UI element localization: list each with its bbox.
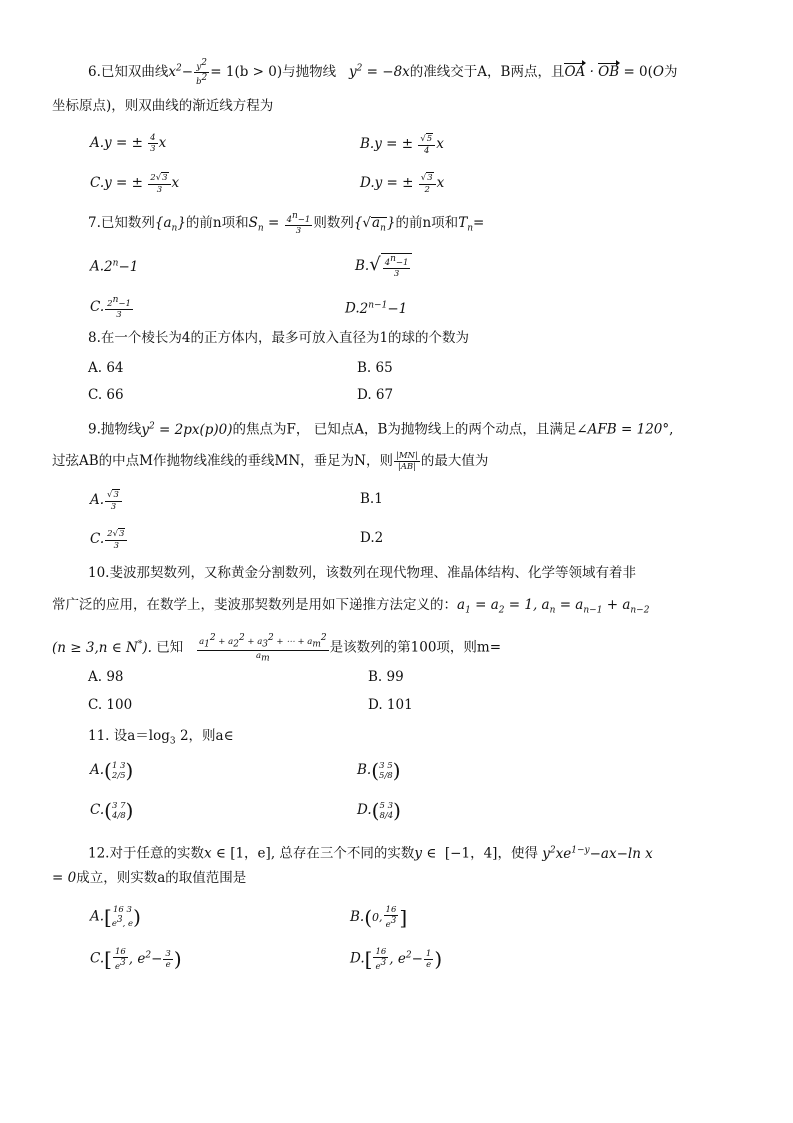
q6-option-c: C.y = ± $\frac{2√3}{3}$ x bbox=[90, 173, 180, 195]
q7-stem: 7.已知数列$\{a_n\}$的前n项和$S_n$ = $\frac{4^n-1}{3}$ 则数列$\{√a_n\}$的前n项和$T_n=$ bbox=[88, 211, 485, 236]
q8-stem: 8.在一个棱长为4的正方体内，最多可放入直径为1的球的个数为 bbox=[88, 330, 470, 346]
q10-stem-line1: 10.斐波那契数列，又称黄金分割数列，该数列在现代物理、准晶体结构、化学等领域有着非 bbox=[88, 565, 636, 581]
q6-option-d: D.y = ± $\frac{√3}{2}$ x bbox=[360, 173, 445, 195]
q12-stem-line2: = 0成立，则实数a的取值范围是 bbox=[52, 870, 247, 886]
q8-option-b: B. 65 bbox=[357, 360, 393, 376]
q11-option-a: A.( 1 3 2/5 ) bbox=[90, 758, 134, 783]
q10-option-a: A. 98 bbox=[88, 669, 124, 685]
q12-option-c: C.[ $\frac{16}{e^3}$ , $e^2-$ $\frac{3}{e}$ ) bbox=[90, 946, 182, 972]
q9-stem-line2: 过弦AB的中点M作抛物线准线的垂线MN，垂足为N，则 $\frac{|MN|}{|AB|}$ 的最大值为 bbox=[52, 451, 489, 472]
q10-option-d: D. 101 bbox=[368, 697, 413, 713]
q7-option-a: $A.2^n-1$ bbox=[90, 258, 139, 275]
q6-option-b: B.y = ± $\frac{√5}{4}$ x bbox=[360, 134, 444, 156]
q10-option-c: C. 100 bbox=[88, 697, 133, 713]
q12-stem-line1: 12.对于任意的实数x ∈ [1，e], 总存在三个不同的实数y ∈ [−1，4]，使得 $y^2xe^{1-y}-ax-\ln$ x bbox=[88, 845, 653, 862]
q11-stem: 11. 设$a=\log_3$ 2，则a∈ bbox=[88, 728, 234, 747]
q9-option-d: D.2 bbox=[360, 530, 384, 546]
q7-option-b: B.√ $\frac{4^n-1}{3}$ bbox=[355, 253, 412, 279]
q11-option-b: B.( 3 5 5/8 ) bbox=[357, 758, 401, 783]
q9-option-a: A. $\frac{√3}{3}$ bbox=[90, 489, 123, 512]
q10-stem-line3: (n ≥ 3,n ∈ N*). 已知 $\frac{a_1^2 + a_2^2 + a_3^2 + \cdots + a_m^2}{a_m}$ 是该数列的第100项，则m= bbox=[52, 633, 502, 664]
q10-stem-line2: 常广泛的应用，在数学上，斐波那契数列是用如下递推方法定义的：$a_1 = a_2 = 1$, $a_n = a_{n-1} + a_{n-2}$ bbox=[52, 597, 650, 616]
q6-stem-line1: 6.已知双曲线$x^2-$ $\frac{y^2}{b^2}$ = 1(b > 0)与抛物线 $y^2 = -8x$的准线交于A，B两点，且OA · OB = 0(O为 bbox=[88, 58, 678, 87]
q9-option-c: C. $\frac{2√3}{3}$ bbox=[90, 528, 128, 551]
q9-option-b: B.1 bbox=[360, 491, 383, 507]
q8-option-c: C. 66 bbox=[88, 387, 124, 403]
q10-option-b: B. 99 bbox=[368, 669, 404, 685]
q11-option-c: C.( 3 7 4/8 ) bbox=[90, 798, 134, 823]
q9-stem-line1: 9.抛物线$y^2 = 2px(p)0$)的焦点为F， 已知点A，B为抛物线上的两个动点，且满足∠AFB = 120°, bbox=[88, 421, 674, 438]
q8-option-a: A. 64 bbox=[88, 360, 124, 376]
q12-option-a: A.[ 16 3 $e^3$, e ) bbox=[90, 904, 141, 929]
q12-option-d: D.[ $\frac{16}{e^3}$ , $e^2-$ $\frac{1}{e}$ ) bbox=[350, 946, 443, 972]
q11-option-d: D.( 5 3 8/4 ) bbox=[357, 798, 401, 823]
q6-stem-line2: 坐标原点)，则双曲线的渐近线方程为 bbox=[52, 98, 274, 114]
q8-option-d: D. 67 bbox=[357, 387, 394, 403]
q7-option-d: $D.2^{n-1}-1$ bbox=[345, 300, 408, 317]
q7-option-c: C. $\frac{2^n-1}{3}$ bbox=[90, 295, 131, 320]
q12-option-b: B.(0, $\frac{16}{e^3}$ ] bbox=[350, 905, 408, 930]
q6-option-a: A.y = ± $\frac{4}{3}$ x bbox=[90, 133, 167, 154]
